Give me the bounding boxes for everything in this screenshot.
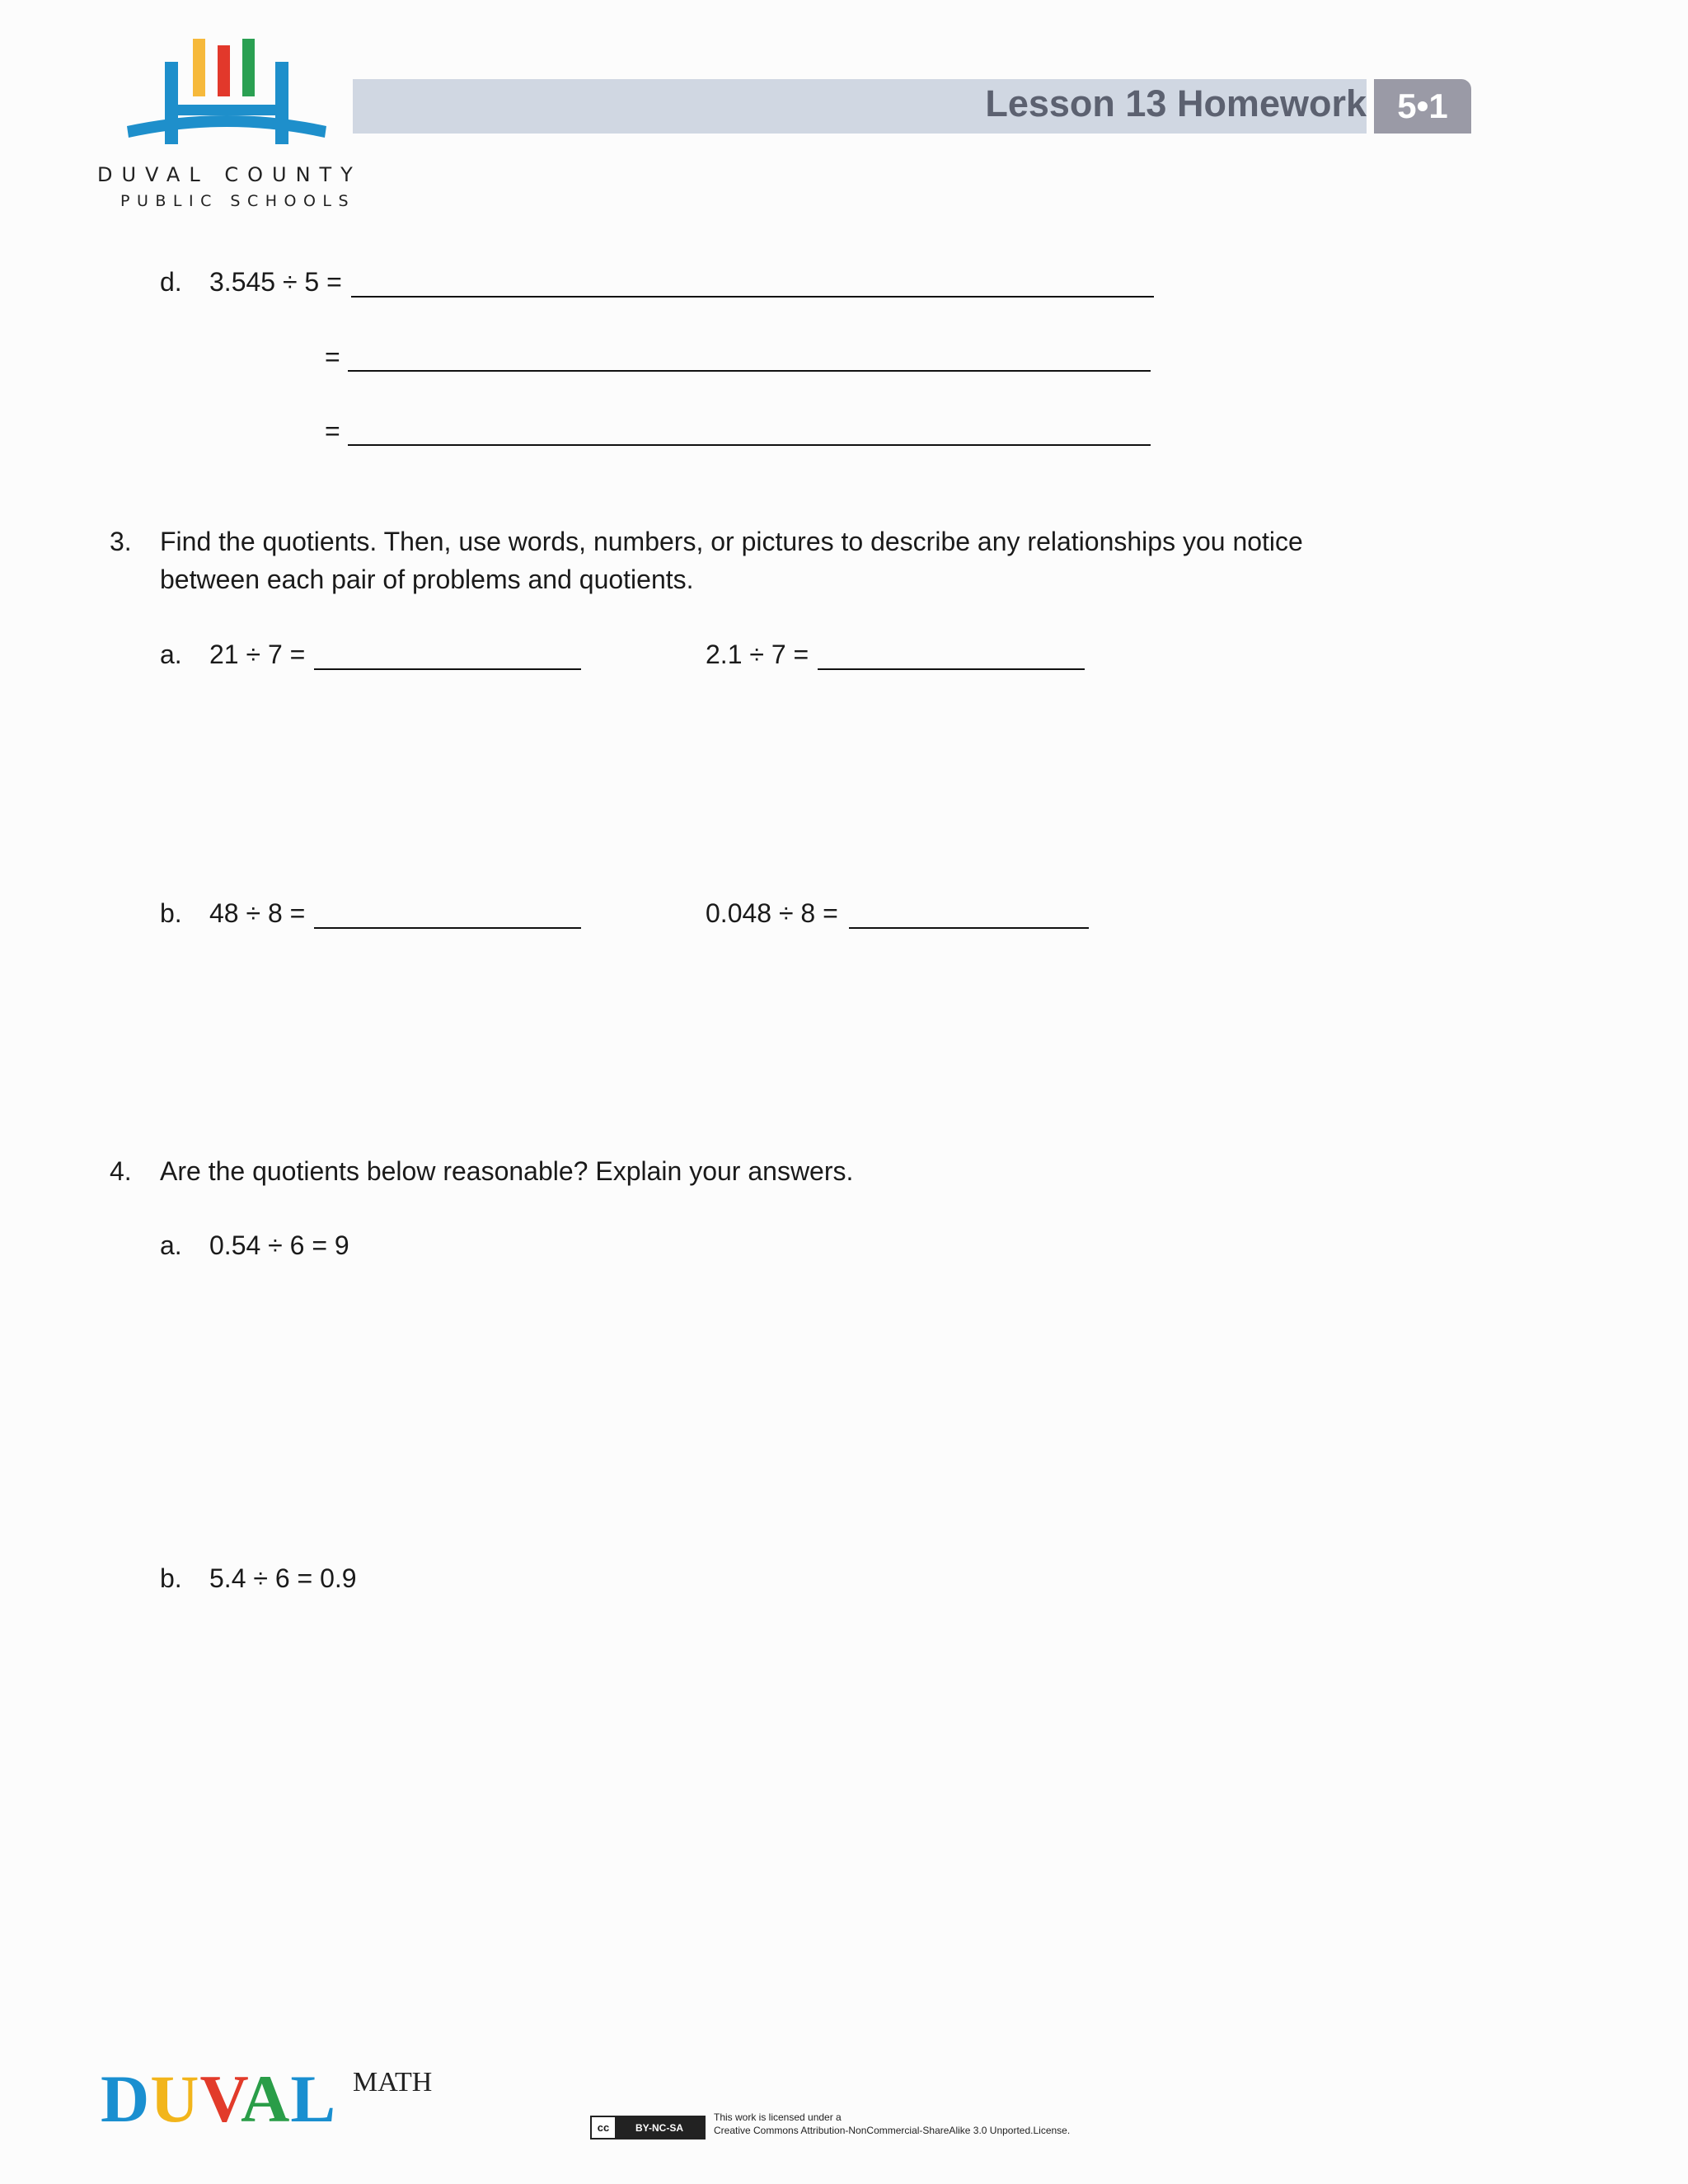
- problem-4-prompt: Are the quotients below reasonable? Explain your answers.: [160, 1156, 854, 1186]
- problem-3a-right-expression: 2.1 ÷ 7 =: [706, 640, 809, 669]
- cc-license-badge[interactable]: [590, 2116, 706, 2139]
- district-name: DUVAL COUNTY: [97, 163, 362, 186]
- problem-2d-label: d.: [160, 267, 182, 297]
- answer-line[interactable]: [818, 668, 1085, 670]
- license-line-1: This work is licensed under a: [714, 2111, 842, 2123]
- cc-icon: cc: [597, 2121, 610, 2134]
- problem-3b-right-expression: 0.048 ÷ 8 =: [706, 898, 838, 928]
- answer-line[interactable]: [348, 370, 1151, 372]
- problem-3b-label: b.: [160, 898, 182, 928]
- problem-4-number: 4.: [110, 1156, 132, 1186]
- problem-3-prompt-continued: between each pair of problems and quotients.: [160, 565, 694, 594]
- problem-4b-label: b.: [160, 1563, 182, 1593]
- equals-sign: =: [325, 416, 340, 446]
- license-line-2[interactable]: Creative Commons Attribution-NonCommercial-ShareAlike 3.0 Unported.License.: [714, 2125, 1071, 2137]
- problem-2d-expression: 3.545 ÷ 5 =: [209, 267, 342, 297]
- answer-line[interactable]: [351, 296, 1154, 298]
- cc-license-type: BY-NC-SA: [615, 2117, 704, 2138]
- problem-4a-expression: 0.54 ÷ 6 = 9: [209, 1230, 349, 1260]
- problem-4b-expression: 5.4 ÷ 6 = 0.9: [209, 1563, 357, 1593]
- problem-3b-left-expression: 48 ÷ 8 =: [209, 898, 306, 928]
- math-label: MATH: [353, 2067, 433, 2097]
- page-title: Lesson 13 Homework: [985, 82, 1367, 124]
- license-text: [714, 2111, 1070, 2137]
- module-badge: 5•1: [1374, 79, 1471, 134]
- problem-3a-label: a.: [160, 640, 182, 669]
- logo-letter: U: [150, 2061, 200, 2136]
- equals-sign: =: [325, 342, 340, 372]
- duval-math-logo: [101, 2060, 336, 2138]
- answer-line[interactable]: [314, 668, 581, 670]
- problem-3-number: 3.: [110, 527, 132, 556]
- logo-letter: A: [241, 2061, 291, 2136]
- logo-letter: L: [290, 2061, 337, 2136]
- logo-letter: D: [101, 2061, 151, 2136]
- logo-letter: V: [199, 2061, 241, 2136]
- answer-line[interactable]: [348, 444, 1151, 446]
- answer-line[interactable]: [314, 927, 581, 929]
- answer-line[interactable]: [849, 927, 1089, 929]
- problem-3-prompt: Find the quotients. Then, use words, numbers, or pictures to describe any relationships you notice: [160, 527, 1303, 556]
- district-logo-icon: [124, 37, 330, 148]
- problem-4a-label: a.: [160, 1230, 182, 1260]
- problem-3a-left-expression: 21 ÷ 7 =: [209, 640, 306, 669]
- district-subname: PUBLIC SCHOOLS: [120, 192, 356, 210]
